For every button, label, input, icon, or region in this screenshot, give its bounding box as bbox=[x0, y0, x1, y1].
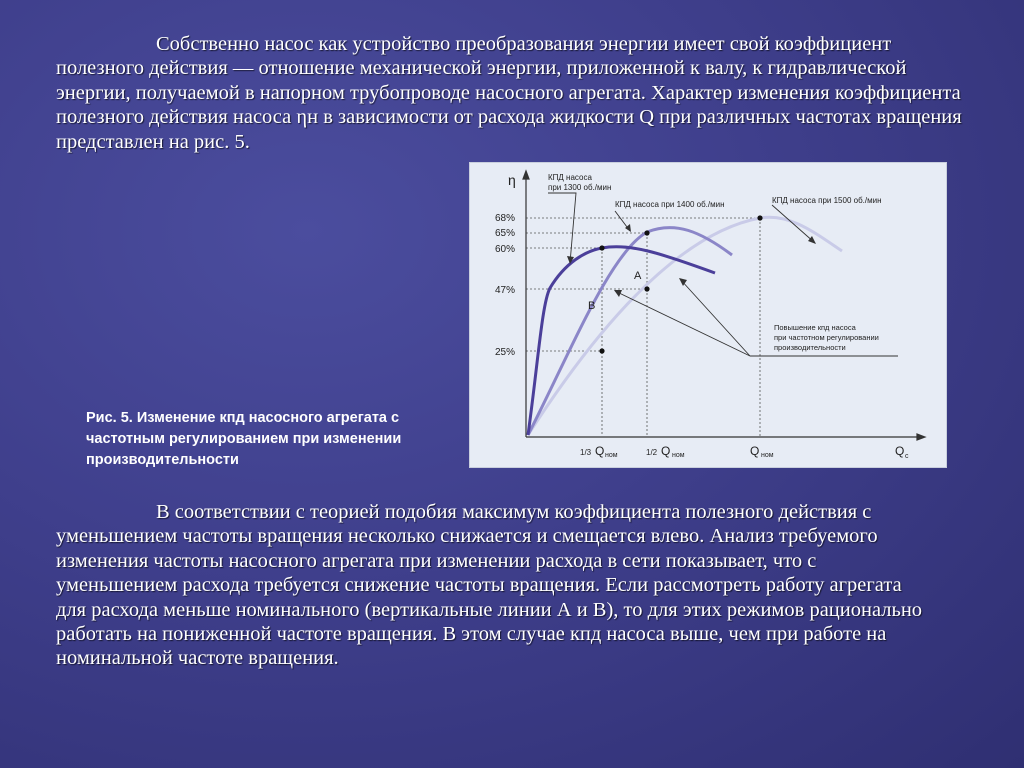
point-25 bbox=[599, 348, 604, 353]
svg-text:Q: Q bbox=[595, 444, 605, 458]
y-tick-25: 25% bbox=[495, 347, 516, 358]
point-b-label: В bbox=[588, 300, 596, 312]
figure-caption: Рис. 5. Изменение кпд насосного агрегата с частотным регулированием при изменении производительности bbox=[86, 410, 402, 468]
label-1400: КПД насоса при 1400 об./мин bbox=[615, 200, 725, 209]
x-axis-label bbox=[895, 444, 909, 460]
x-tick-third bbox=[580, 444, 618, 459]
axes bbox=[523, 171, 925, 440]
x-tick-half bbox=[646, 444, 685, 459]
y-tick-65: 65% bbox=[495, 228, 516, 239]
point-a-label: А bbox=[634, 270, 642, 282]
conclusion-paragraph: В соответствии с теорией подобия максимум коэффициента полезного действия с уменьшением частоты вращения несколько снижается и смещается влево. Анализ требуемого изменения частоты насосного агрегата при изменении расхода в сети показывает, что с уменьшением расхода требуется снижение частоты вращения. Если рассмотреть работу агрегата для расхода меньше номинального (вертикальные линии А и В), то для этих режимов рационально работать на пониженной частоте вращения. В этом случае кпд насоса выше, чем при работе на номинальной частоте вращения. bbox=[56, 501, 923, 670]
y-tick-68: 68% bbox=[495, 213, 516, 224]
label-1500: КПД насоса при 1500 об./мин bbox=[772, 196, 882, 205]
svg-text:ном: ном bbox=[605, 452, 618, 459]
point-65 bbox=[644, 230, 649, 235]
label-1300-line2: при 1300 об./мин bbox=[548, 183, 612, 192]
point-60 bbox=[599, 245, 604, 250]
note-line2: при частотном регулировании bbox=[774, 333, 879, 342]
y-axis-label: η bbox=[508, 172, 516, 188]
svg-text:Q: Q bbox=[750, 444, 760, 458]
point-68 bbox=[757, 215, 762, 220]
svg-text:1/2: 1/2 bbox=[646, 448, 658, 457]
point-47 bbox=[644, 286, 649, 291]
curve-1400 bbox=[528, 228, 732, 435]
svg-text:c: c bbox=[905, 453, 909, 460]
svg-text:ном: ном bbox=[672, 452, 685, 459]
svg-text:Q: Q bbox=[661, 444, 671, 458]
label-1300-line1: КПД насоса bbox=[548, 173, 592, 182]
note-line3: производительности bbox=[774, 343, 846, 352]
y-tick-60: 60% bbox=[495, 244, 516, 255]
svg-text:Q: Q bbox=[895, 444, 905, 458]
efficiency-chart bbox=[470, 163, 946, 467]
svg-text:ном: ном bbox=[761, 452, 774, 459]
note-line1: Повышение кпд насоса bbox=[774, 323, 856, 332]
curve-1300 bbox=[528, 247, 715, 435]
efficiency-figure bbox=[469, 162, 947, 468]
x-tick-nominal bbox=[750, 444, 774, 459]
y-tick-47: 47% bbox=[495, 285, 516, 296]
data-points bbox=[599, 215, 762, 353]
intro-paragraph: Собственно насос как устройство преобразования энергии имеет свой коэффициент полезного действия — отношение механической энергии, приложенной к валу, к гидравлической энергии, получаемой в напорном трубопроводе насосного агрегата. Характер изменения коэффициента полезного действия насоса ηн в зависимости от расхода жидкости Q при различных частотах вращения представлен на рис. 5. bbox=[56, 33, 962, 153]
svg-text:1/3: 1/3 bbox=[580, 448, 592, 457]
